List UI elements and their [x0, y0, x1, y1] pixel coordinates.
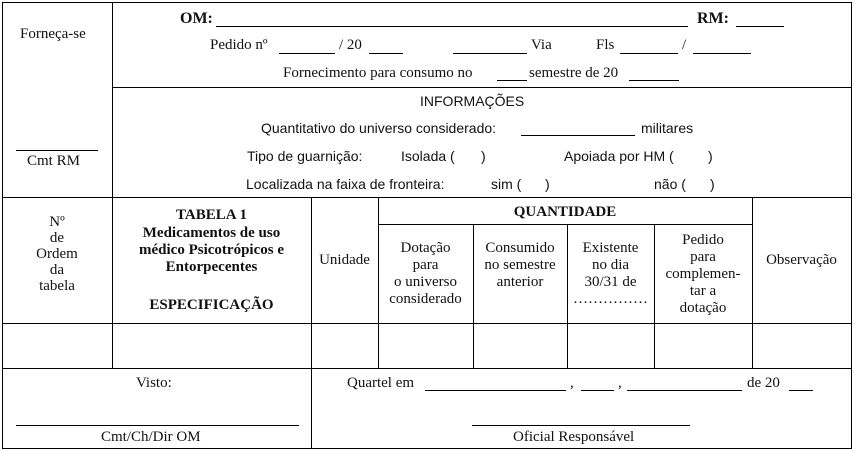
sim-close: ) [545, 176, 550, 192]
isolada-close: ) [481, 148, 486, 164]
cmt-ch-dir-label: Cmt/Ch/Dir OM [101, 429, 201, 445]
tabela-desc-line: Entorpecentes [165, 259, 258, 275]
via-label: Via [531, 37, 552, 53]
quartel-comma-2: , [618, 375, 622, 391]
pedido-year-field[interactable] [369, 53, 403, 54]
dotacao-header [378, 240, 473, 308]
consumido-line: no semestre [484, 257, 556, 273]
dotacao-line: considerado [389, 291, 462, 307]
table-row[interactable] [3, 324, 851, 368]
existente-line: …………… [573, 291, 648, 307]
existente-line: 30/31 de [584, 274, 637, 290]
sim-option[interactable]: sim ( [491, 176, 522, 192]
dotacao-line: o universo [394, 274, 457, 290]
apoiada-close: ) [708, 148, 713, 164]
nao-option[interactable]: não ( [654, 176, 686, 192]
tabela-desc-line: médico Psicotrópicos e [139, 242, 284, 258]
fls-field-1[interactable] [620, 53, 678, 54]
tipo-guarnicao-label: Tipo de guarnição: [247, 148, 363, 164]
quartel-label: Quartel em [347, 375, 415, 391]
tabela-description [112, 225, 311, 276]
pedido-number-field[interactable] [279, 53, 335, 54]
consumido-header [473, 240, 567, 291]
forneca-se-label: Forneça-se [20, 26, 86, 42]
form-border-bottom [2, 448, 852, 449]
fls-label: Fls [596, 37, 615, 53]
rm-label: RM: [697, 10, 729, 27]
quartel-city-field[interactable] [425, 390, 566, 391]
pedido-year-label: / 20 [339, 37, 362, 53]
quartel-comma-1: , [570, 375, 574, 391]
col-ordem-line: tabela [39, 278, 75, 294]
divider-footer-top [2, 368, 852, 369]
visto-signature-line[interactable] [16, 425, 299, 426]
tabela-desc-line: Medicamentos de uso [142, 225, 281, 241]
pedido-line: complemen- [665, 266, 741, 282]
quartel-year-field[interactable] [789, 390, 813, 391]
nao-close: ) [710, 176, 715, 192]
form-border-right [851, 2, 852, 449]
consumido-line: Consumido [485, 240, 555, 256]
dotacao-line: Dotação [400, 240, 451, 256]
existente-line: Existente [582, 240, 639, 256]
oficial-signature-line[interactable] [472, 425, 690, 426]
fls-field-2[interactable] [693, 53, 751, 54]
isolada-option[interactable]: Isolada ( [401, 148, 455, 164]
pedido-line: para [690, 249, 716, 265]
existente-header [567, 240, 654, 308]
consumido-line: anterior [496, 274, 544, 290]
quartel-month-field[interactable] [627, 390, 742, 391]
divider-table-top [2, 197, 852, 198]
fls-slash: / [682, 37, 687, 53]
quantidade-header: QUANTIDADE [513, 204, 617, 220]
om-field[interactable] [216, 26, 688, 27]
dotacao-line: para [412, 257, 439, 273]
observacao-header: Observação [766, 252, 837, 268]
pedido-line: dotação [679, 300, 727, 316]
apoiada-option[interactable]: Apoiada por HM ( [564, 148, 674, 164]
om-label: OM: [180, 10, 213, 27]
semestre-year-field[interactable] [629, 80, 679, 81]
col-ordem-header [2, 214, 112, 294]
pedido-header [654, 232, 752, 317]
visto-label: Visto: [136, 375, 172, 391]
quantitativo-field[interactable] [521, 135, 635, 136]
existente-line: no dia [591, 257, 630, 273]
cmt-rm-signature-line [16, 150, 98, 151]
fornecimento-label: Fornecimento para consumo no [283, 65, 473, 81]
col-ordem-line: Nº [49, 214, 65, 230]
col-ordem-line: da [49, 262, 65, 278]
col-ordem-line: de [49, 230, 65, 246]
col-ordem-line: Ordem [36, 246, 78, 262]
localizada-label: Localizada na faixa de fronteira: [246, 176, 445, 192]
pedido-label: Pedido nº [210, 37, 268, 53]
oficial-responsavel-label: Oficial Responsável [513, 429, 635, 445]
pedido-line: Pedido [682, 232, 724, 248]
quantitativo-label: Quantitativo do universo considerado: [261, 120, 497, 136]
quartel-day-field[interactable] [581, 390, 614, 391]
pedido-line: tar a [689, 283, 717, 299]
divider-quantidade-sub [378, 224, 753, 225]
semestre-label: semestre de 20 [529, 65, 619, 81]
divider-header-info [112, 87, 852, 88]
militares-label: militares [641, 120, 694, 136]
form-border-top [2, 2, 852, 3]
informacoes-title: INFORMAÇÕES [420, 93, 525, 109]
quartel-year-label: de 20 [747, 375, 780, 391]
unidade-header: Unidade [319, 252, 370, 268]
divider-left-column [112, 2, 113, 198]
rm-field[interactable] [736, 26, 784, 27]
via-field[interactable] [453, 53, 527, 54]
semestre-field[interactable] [497, 80, 527, 81]
cmt-rm-label: Cmt RM [27, 153, 80, 169]
especificacao-header: ESPECIFICAÇÃO [149, 297, 274, 313]
tabela-title: TABELA 1 [176, 207, 247, 223]
